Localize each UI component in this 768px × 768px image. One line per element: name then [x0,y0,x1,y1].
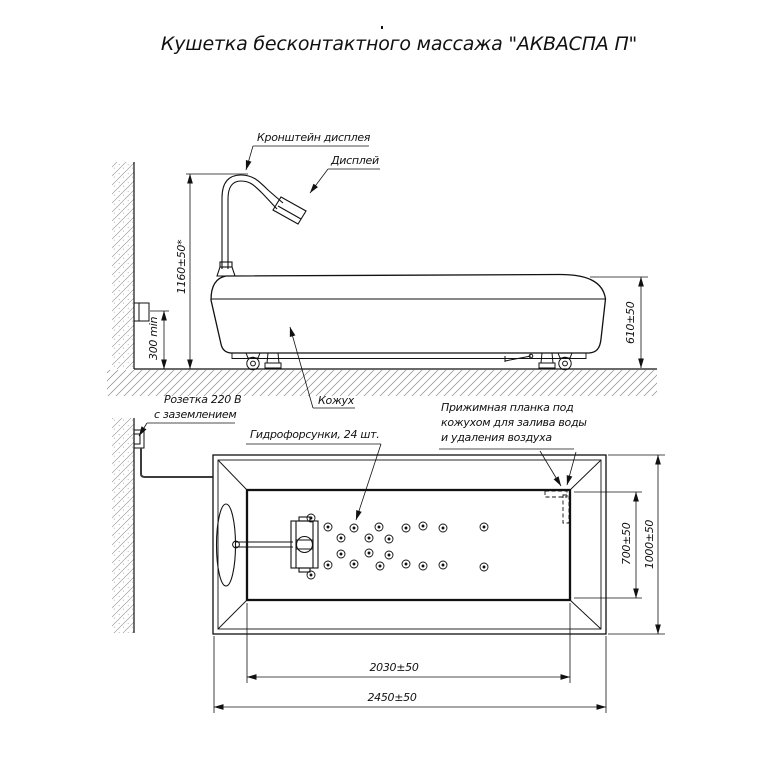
jet [439,524,447,532]
dim-arm-height [186,174,248,369]
dim-couch-height-value: 610±50 [624,301,637,344]
jet [480,563,488,571]
power-cord [141,448,213,477]
clamp-label-line1: Прижимная планка под [441,401,574,414]
tub-inner-offset [218,460,601,629]
side-view [107,146,657,408]
hydro-jets [307,514,488,579]
jet [402,560,410,568]
jet [307,571,315,579]
display-bracket-label: Кронштейн дисплея [257,131,371,144]
jets-label: Гидрофорсунки, 24 шт. [250,428,380,441]
tub-corner-bevels [218,460,601,629]
display-head [273,197,306,224]
jet [337,534,345,542]
cover-label: Кожух [318,394,354,407]
wall-hatch-bottom [112,418,134,633]
jet [365,549,373,557]
jet [385,535,393,543]
caster-left [246,353,260,370]
outlet-top [134,430,144,448]
dim-overall-length-value: 2450±50 [367,691,417,704]
couch-body [211,275,606,359]
jet [324,523,332,531]
outlet-label-line2: с заземлением [154,408,237,421]
display-bracket-arm [217,175,283,276]
tub-outer-frame [213,455,606,634]
jet [419,522,427,530]
jet [350,560,358,568]
jet [402,524,410,532]
jet [337,550,345,558]
jet [439,561,447,569]
center-mark [381,26,383,29]
jet [324,561,332,569]
jet [350,524,358,532]
dim-overall-width-value: 1000±50 [643,519,656,569]
dim-couch-height [590,277,648,368]
dim-outlet-height-value: 300 min [147,316,160,360]
clamp-plate-dashed [545,491,569,523]
dim-arm-height-value: 1160±50* [175,239,188,294]
jet [385,551,393,559]
wall-hatch [112,162,134,369]
jet [419,562,427,570]
outlet-label-line1: Розетка 220 В [164,393,242,406]
clamp-label-line3: и удаления воздуха [441,431,552,444]
jet [480,523,488,531]
arm-rod [233,541,293,548]
clamp-label-line2: кожухом для залива воды [441,416,587,429]
foot-right [539,353,555,368]
caster-right [558,353,572,370]
jet [375,523,383,531]
jet [376,562,384,570]
dim-overall-width [608,455,665,634]
display-label: Дисплей [331,154,379,167]
drawing-title: Кушетка бесконтактного массажа "АКВАСПА П" [160,33,638,55]
dim-basin-width-value: 700±50 [620,522,633,565]
dim-basin-length-value: 2030±50 [369,661,419,674]
foot-left [265,353,281,368]
jet [365,534,373,542]
arm-base-unit [291,517,318,572]
